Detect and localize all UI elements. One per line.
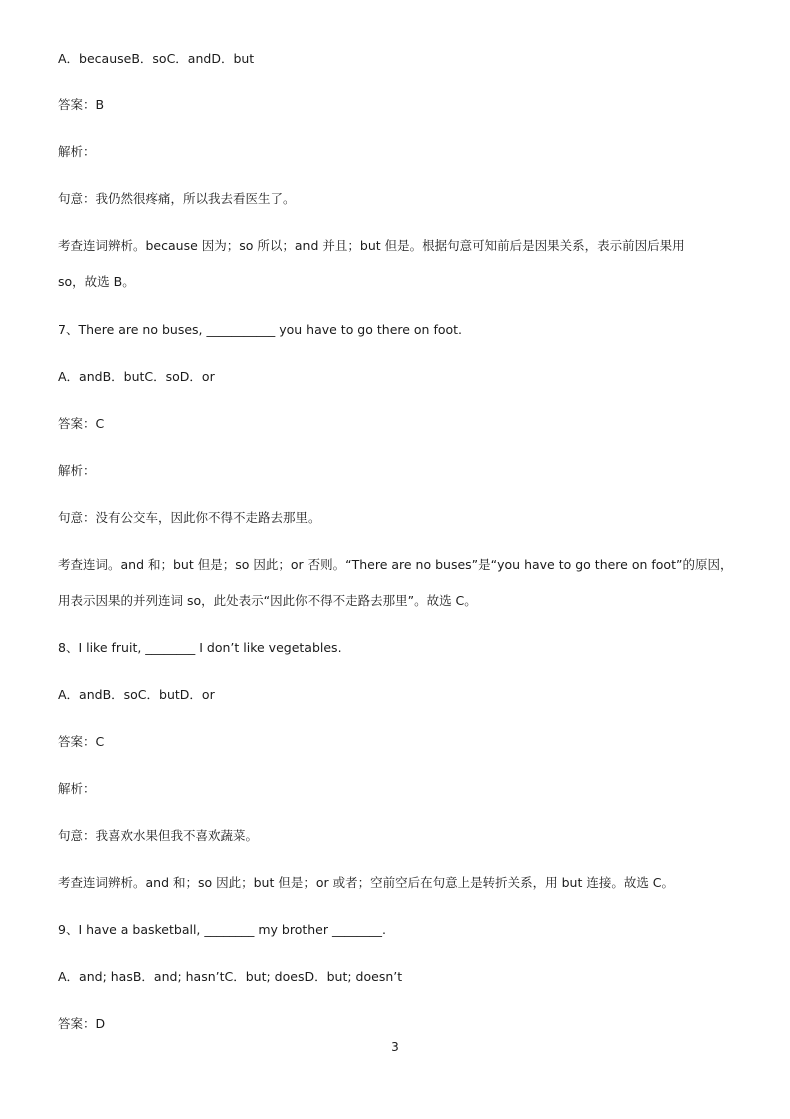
meaning-line-q7: 句意：没有公交车，因此你不得不走路去那里。 (58, 510, 321, 525)
page-number: 3 (391, 1040, 399, 1054)
meaning-line-q8: 句意：我喜欢水果但我不喜欢蔬菜。 (58, 828, 259, 843)
analysis-label-q8: 解析： (58, 781, 96, 796)
question-line-q9: 9、I have a basketball, ________ my brother ________. (58, 922, 386, 937)
option-line-q8: A．andB．soC．butD．or (58, 687, 215, 702)
explanation-line-q7-a: 考查连词。and 和；but 但是；so 因此；or 否则。“There are no buses”是“you have to go there on foot”的原因， (58, 557, 733, 572)
explanation-line-q7-b: 用表示因果的并列连词 so，此处表示“因此你不得不走路去那里”。故选 C。 (58, 593, 477, 608)
explanation-line-q6-a: 考查连词辨析。because 因为；so 所以；and 并且；but 但是。根据句意可知前后是因果关系，表示前因后果用 (58, 238, 685, 253)
explanation-line-q6-b: so，故选 B。 (58, 274, 135, 289)
meaning-line-q6: 句意：我仍然很疼痛，所以我去看医生了。 (58, 191, 296, 206)
question-line-q8: 8、I like fruit, ________ I don’t like vegetables. (58, 640, 342, 655)
option-line-q6: A．becauseB．soC．andD．but (58, 51, 255, 66)
explanation-line-q8: 考查连词辨析。and 和；so 因此；but 但是；or 或者；空前空后在句意上是转折关系，用 but 连接。故选 C。 (58, 875, 675, 890)
option-line-q9: A．and; hasB．and; hasn’tC．but; doesD．but; doesn’t (58, 969, 403, 984)
analysis-label-q6: 解析： (58, 144, 96, 159)
analysis-label-q7: 解析： (58, 463, 96, 478)
question-line-q7: 7、There are no buses, ___________ you have to go there on foot. (58, 322, 463, 337)
answer-line-q7: 答案：C (58, 416, 105, 431)
answer-line-q8: 答案：C (58, 734, 105, 749)
answer-line-q9: 答案：D (58, 1016, 106, 1031)
answer-line-q6: 答案：B (58, 97, 105, 112)
option-line-q7: A．andB．butC．soD．or (58, 369, 215, 384)
